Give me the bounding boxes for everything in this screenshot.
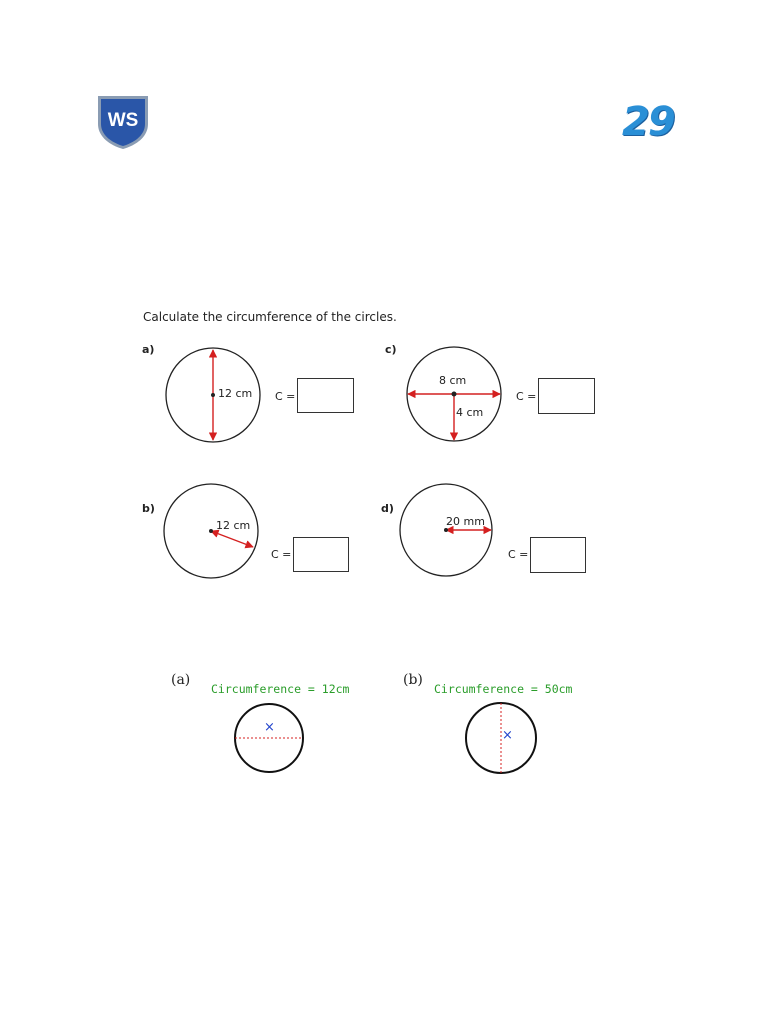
measure-c-top: 8 cm: [439, 374, 467, 387]
measure-a: 12 cm: [218, 387, 253, 400]
center-dot-b: [209, 529, 213, 533]
center-dot-a: [211, 393, 215, 397]
center-dot-c: [452, 392, 457, 397]
answer-prefix-a: C =: [275, 390, 296, 403]
center-mark-a: ×: [264, 720, 275, 735]
question-c-label: c): [385, 343, 397, 356]
circle-bottom-b: [466, 703, 536, 773]
answer-box-d[interactable]: [530, 537, 586, 573]
radius-arrow-b: [211, 531, 253, 547]
question-d-label: d): [381, 502, 394, 515]
measure-d: 20 mm: [446, 515, 485, 528]
measure-b: 12 cm: [216, 519, 251, 532]
instruction-text: Calculate the circumference of the circles.: [143, 310, 397, 324]
answer-box-b[interactable]: [293, 537, 349, 572]
exercise2-b-label: (b): [403, 672, 423, 688]
answer-box-c[interactable]: [538, 378, 595, 414]
exercise2-b-caption: Circumference = 50cm: [434, 682, 573, 696]
page-number: 29: [622, 99, 674, 145]
center-mark-b: ×: [502, 728, 513, 743]
logo-text: WS: [107, 110, 139, 131]
answer-prefix-d: C =: [508, 548, 529, 561]
answer-prefix-c: C =: [516, 390, 537, 403]
exercise2-a-caption: Circumference = 12cm: [211, 682, 350, 696]
answer-prefix-b: C =: [271, 548, 292, 561]
question-a-label: a): [142, 343, 155, 356]
exercise2-a-label: (a): [171, 672, 191, 688]
center-dot-d: [444, 528, 448, 532]
question-b-label: b): [142, 502, 155, 515]
answer-box-a[interactable]: [297, 378, 354, 413]
measure-c-bottom: 4 cm: [456, 406, 484, 419]
